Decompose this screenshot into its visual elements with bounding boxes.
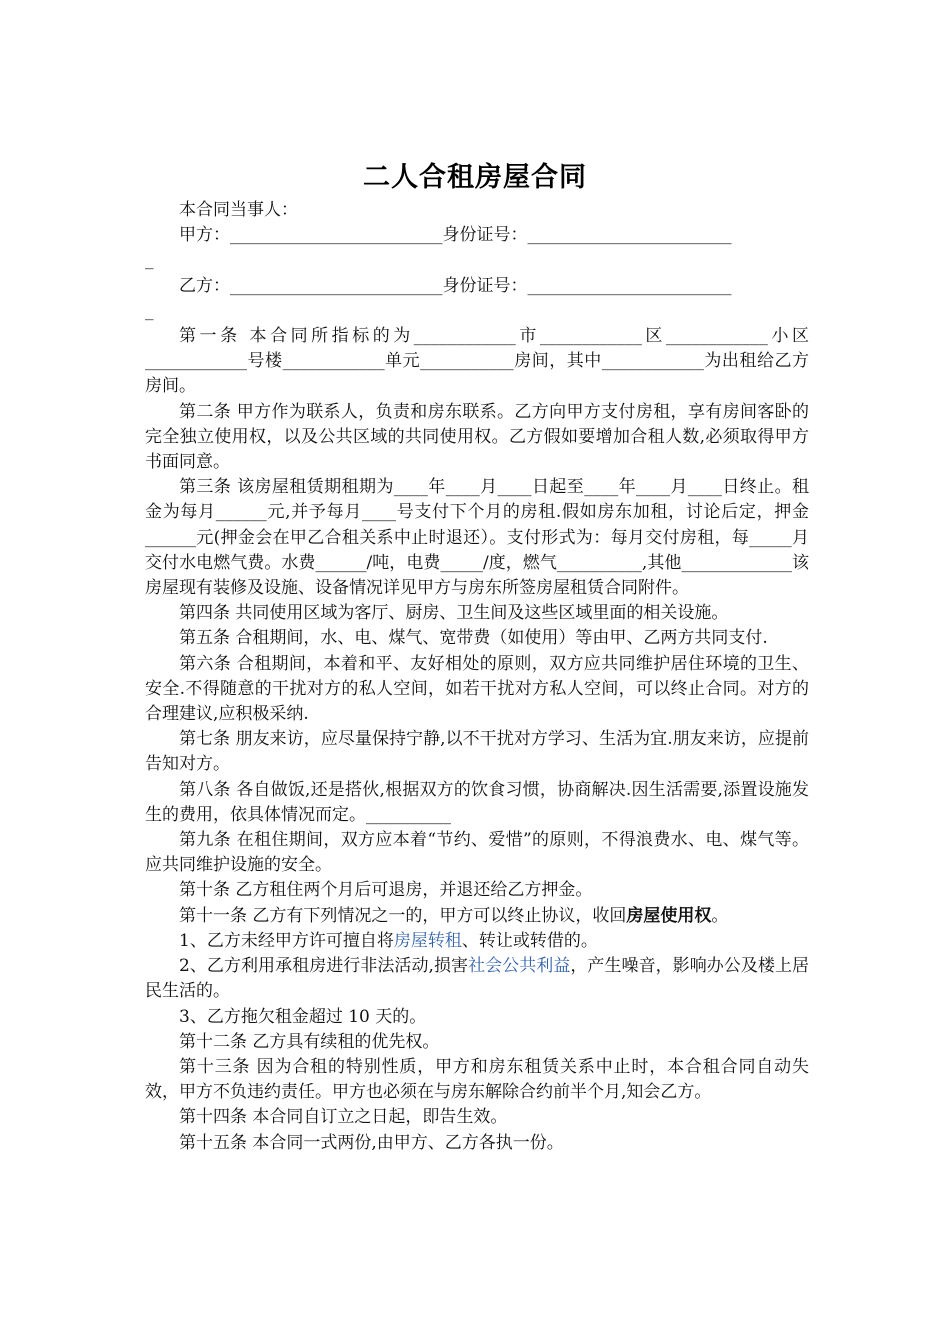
clause-7: 第七条 朋友来访，应尽量保持宁静,以不干扰对方学习、生活为宜.朋友来访，应提前告知对方。 (145, 729, 809, 775)
clause-14: 第十四条 本合同自订立之日起，即告生效。 (179, 1107, 508, 1128)
party-a-line: 甲方：_________________________身份证号：________________________ (179, 225, 732, 246)
clause-2: 第二条 甲方作为联系人，负责和房东联系。乙方向甲方支付房租，享有房间客卧的完全独立使用权，以及公共区域的共同使用权。乙方假如要增加合租人数,必须取得甲方书面同意。 (145, 401, 809, 473)
clause-13: 第十三条 因为合租的特别性质，甲方和房东租赁关系中止时，本合租合同自动失效，甲方不负违约责任。甲方也必须在与房东解除合约前半个月,知会乙方。 (145, 1056, 809, 1103)
document-body (145, 198, 809, 1156)
clause-4: 第四条 共同使用区域为客厅、厨房、卫生间及这些区域里面的相关设施。 (179, 603, 729, 624)
clause-8: 第八条 各自做饭,还是搭伙,根据双方的饮食习惯，协商解决.因生活需要,添置设施发生的费用，依具体情况而定。__________ (145, 779, 809, 825)
clause-11-item-2 (145, 954, 809, 1004)
clause-11-keyword: 房屋使用权 (626, 905, 712, 926)
clause-11-end: 。 (711, 905, 729, 926)
clause-11 (145, 904, 809, 929)
clause-3: 第三条 该房屋租赁期租期为____年____月____日起至____年____月____日终止。租金为每月______元,并予每月____号支付下个月的房租.假如房东加租，讨论后定，押金______元(押金会在甲乙合租关系中止时退还）。支付形式为：每月交付房租，每_____月交付水电燃气费。水费______/吨，电费_____/度，燃气__________,其他_____________该房屋现有装修及设施、设备情况详见甲方与房东所签房屋租赁合同附件。 (145, 477, 809, 599)
clause-11-item-1 (145, 929, 809, 954)
item-2-end: ，产生噪音，影响办公及楼上居民生活的。 (145, 956, 809, 1002)
clause-1: 第一条 本合同所指标的为____________市____________区____________小区____________号楼____________单元___________房间，其中____________为出租给乙方房间。 (145, 326, 809, 397)
clause-6: 第六条 合租期间，本着和平、友好相处的原则，双方应共同维护居住环境的卫生、安全.不得随意的干扰对方的私人空间，如若干扰对方私人空间，可以终止合同。对方的合理建议,应积极采纳. (145, 653, 809, 725)
clause-9: 第九条 在租住期间，双方应本着“节约、爱惜”的原则，不得浪费水、电、煤气等。应共同维护设施的安全。 (145, 830, 809, 876)
clause-10: 第十条 乙方租住两个月后可退房，并退还给乙方押金。 (179, 880, 593, 901)
clause-5: 第五条 合租期间，水、电、煤气、宽带费（如使用）等由甲、乙两方共同支付. (179, 628, 768, 649)
party-b-line: 乙方：_________________________身份证号：________________________ (179, 275, 732, 296)
item-1-end: 、转让或转借的。 (461, 930, 598, 951)
party-b-overflow: _ (145, 300, 154, 321)
public-interest-link[interactable]: 社会公共利益 (468, 956, 571, 977)
house-sublet-link[interactable]: 房屋转租 (393, 930, 462, 951)
intro-line: 本合同当事人： (179, 200, 298, 220)
clause-11-text: 第十一条 乙方有下列情况之一的，甲方可以终止协议，收回 (179, 905, 627, 926)
item-2-text: 2、乙方利用承租房进行非法活动,损害 (179, 956, 469, 977)
document-title: 二人合租房屋合同 (363, 162, 587, 193)
clause-12: 第十二条 乙方具有续租的优先权。 (179, 1031, 440, 1052)
party-a-overflow: _ (145, 250, 154, 271)
clause-15: 第十五条 本合同一式两份,由甲方、乙方各执一份。 (179, 1132, 564, 1153)
clause-11-item-3: 3、乙方拖欠租金超过 10 天的。 (179, 1006, 427, 1027)
item-1-text: 1、乙方未经甲方许可擅自将 (179, 930, 394, 951)
